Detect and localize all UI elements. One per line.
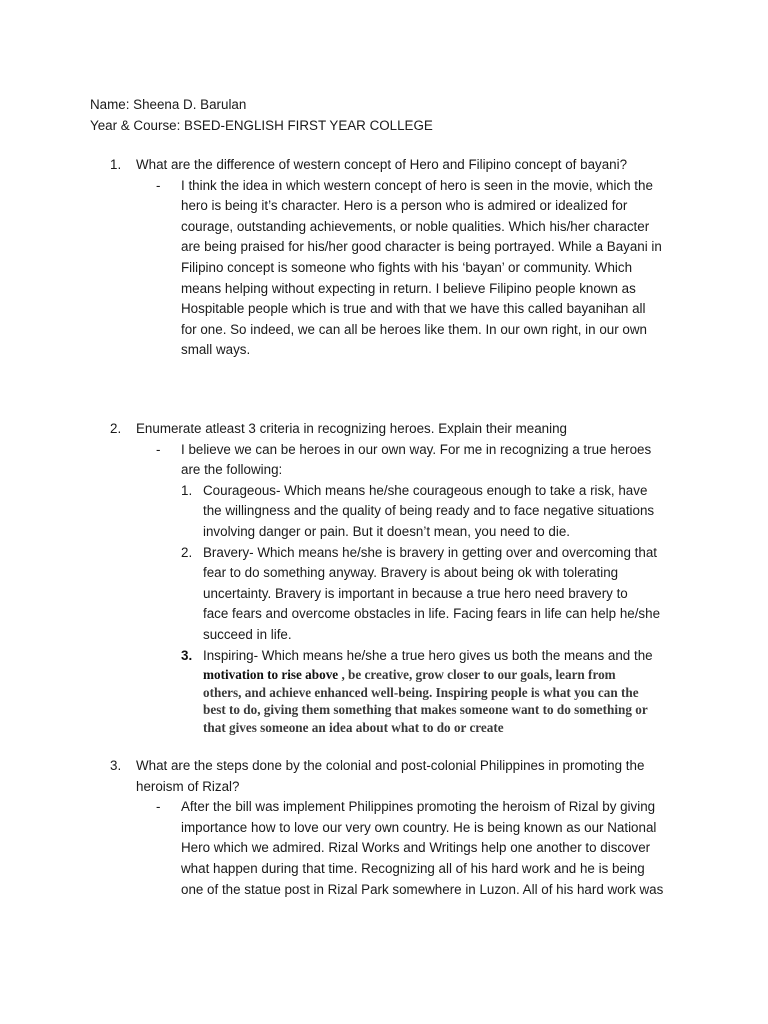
criteria-number: 1. (181, 482, 193, 498)
question-1-text: What are the difference of western concept of Hero and Filipino concept of bayani? (136, 157, 628, 172)
criteria-line: fear to do something anyway. Bravery is about being ok with tolerating (203, 565, 619, 581)
criteria-line: Bravery- Which means he/she is bravery in getting over and overcoming that (203, 544, 658, 560)
answer-line: small ways. (181, 342, 251, 358)
answer-2 (156, 440, 710, 737)
answer-1 (156, 176, 710, 361)
criteria-serif-block (203, 666, 710, 736)
answer-line: After the bill was implement Philippines promoting the heroism of Rizal by giving (181, 799, 656, 815)
answer-line: importance how to love our very own country. He is being known as our National (181, 819, 657, 835)
bullet-dash: - (156, 177, 161, 193)
answer-line: hero is being it’s character. Hero is a person who is admired or idealized for (181, 198, 628, 214)
answer-3 (156, 797, 710, 900)
answer-line: are being praised for his/her good character is being portrayed. While a Bayani in (181, 239, 662, 255)
criteria-item-1 (181, 481, 710, 543)
question-1 (110, 155, 710, 361)
criteria-item-2 (181, 543, 710, 646)
year-course: Year & Course: BSED-ENGLISH FIRST YEAR COLLEGE (90, 117, 433, 133)
answer-line: what happen during that time. Recognizing all of his hard work and he is being (181, 860, 645, 876)
answer-line: I believe we can be heroes in our own way. For me in recognizing a true heroes (181, 441, 652, 457)
criteria-line: that gives someone an idea about what to do or create (203, 719, 504, 735)
question-number: 3. (110, 758, 122, 773)
question-2-text: Enumerate atleast 3 criteria in recognizing heroes. Explain their meaning (136, 421, 567, 436)
criteria-line: succeed in life. (203, 626, 292, 642)
criteria-line: involving danger or pain. But it doesn’t mean, you need to die. (203, 523, 570, 539)
criteria-line: Courageous- Which means he/she courageous enough to take a risk, have (203, 482, 648, 498)
question-line: heroism of Rizal? (136, 778, 240, 794)
criteria-line: face fears and overcome obstacles in life. Facing fears in life can help he/she (203, 606, 661, 622)
question-3 (110, 756, 710, 900)
criteria-item-3 (181, 646, 710, 737)
question-1-text-row (110, 155, 710, 176)
answer-line: Hero which we admired. Rizal Works and Writings help one another to discover (181, 840, 651, 856)
criteria-text-continued: , be creative, grow closer to our goals, learn from (338, 667, 616, 683)
student-name: Name: Sheena D. Barulan (90, 97, 247, 112)
criteria-line: uncertainty. Bravery is important in because a true hero need bravery to (203, 585, 628, 601)
criteria-number: 2. (181, 544, 193, 560)
criteria-line: others, and achieve enhanced well-being. Inspiring people is what you can the (203, 684, 639, 700)
answer-line: means helping without expecting in return. I believe Filipino people known as (181, 280, 636, 296)
criteria-number: 3. (181, 647, 193, 663)
answer-line: one of the statue post in Rizal Park somewhere in Luzon. All of his hard work was (181, 881, 664, 897)
question-3-text-row (110, 756, 710, 797)
emphasis-text: motivation to rise above (203, 667, 339, 683)
answer-line: courage, outstanding achievements, or noble qualities. Which his/her character (181, 218, 650, 234)
answer-line: Filipino concept is someone who fights with his ‘bayan’ or community. Which (181, 259, 633, 275)
question-2 (110, 419, 710, 737)
criteria-line: Inspiring- Which means he/she a true hero gives us both the means and the (203, 647, 653, 663)
answer-line: are the following: (181, 462, 283, 478)
question-number: 1. (110, 157, 122, 172)
criteria-line: the willingness and the quality of being ready and to face negative situations (203, 503, 655, 519)
answer-line: Hospitable people which is true and with that we have this called bayanihan all (181, 301, 646, 317)
bullet-dash: - (156, 799, 161, 815)
criteria-line: best to do, giving them something that makes someone want to do something or (203, 702, 648, 718)
document-header (90, 95, 710, 136)
question-2-text-row (110, 419, 710, 440)
criteria-line-mixed (203, 666, 710, 684)
answer-line: I think the idea in which western concept of hero is seen in the movie, which the (181, 177, 653, 193)
question-line: What are the steps done by the colonial and post-colonial Philippines in promoting the (136, 758, 645, 773)
bullet-dash: - (156, 441, 161, 457)
answer-line: for one. So indeed, we can all be heroes like them. In our own right, in our own (181, 321, 647, 337)
question-number: 2. (110, 421, 122, 436)
